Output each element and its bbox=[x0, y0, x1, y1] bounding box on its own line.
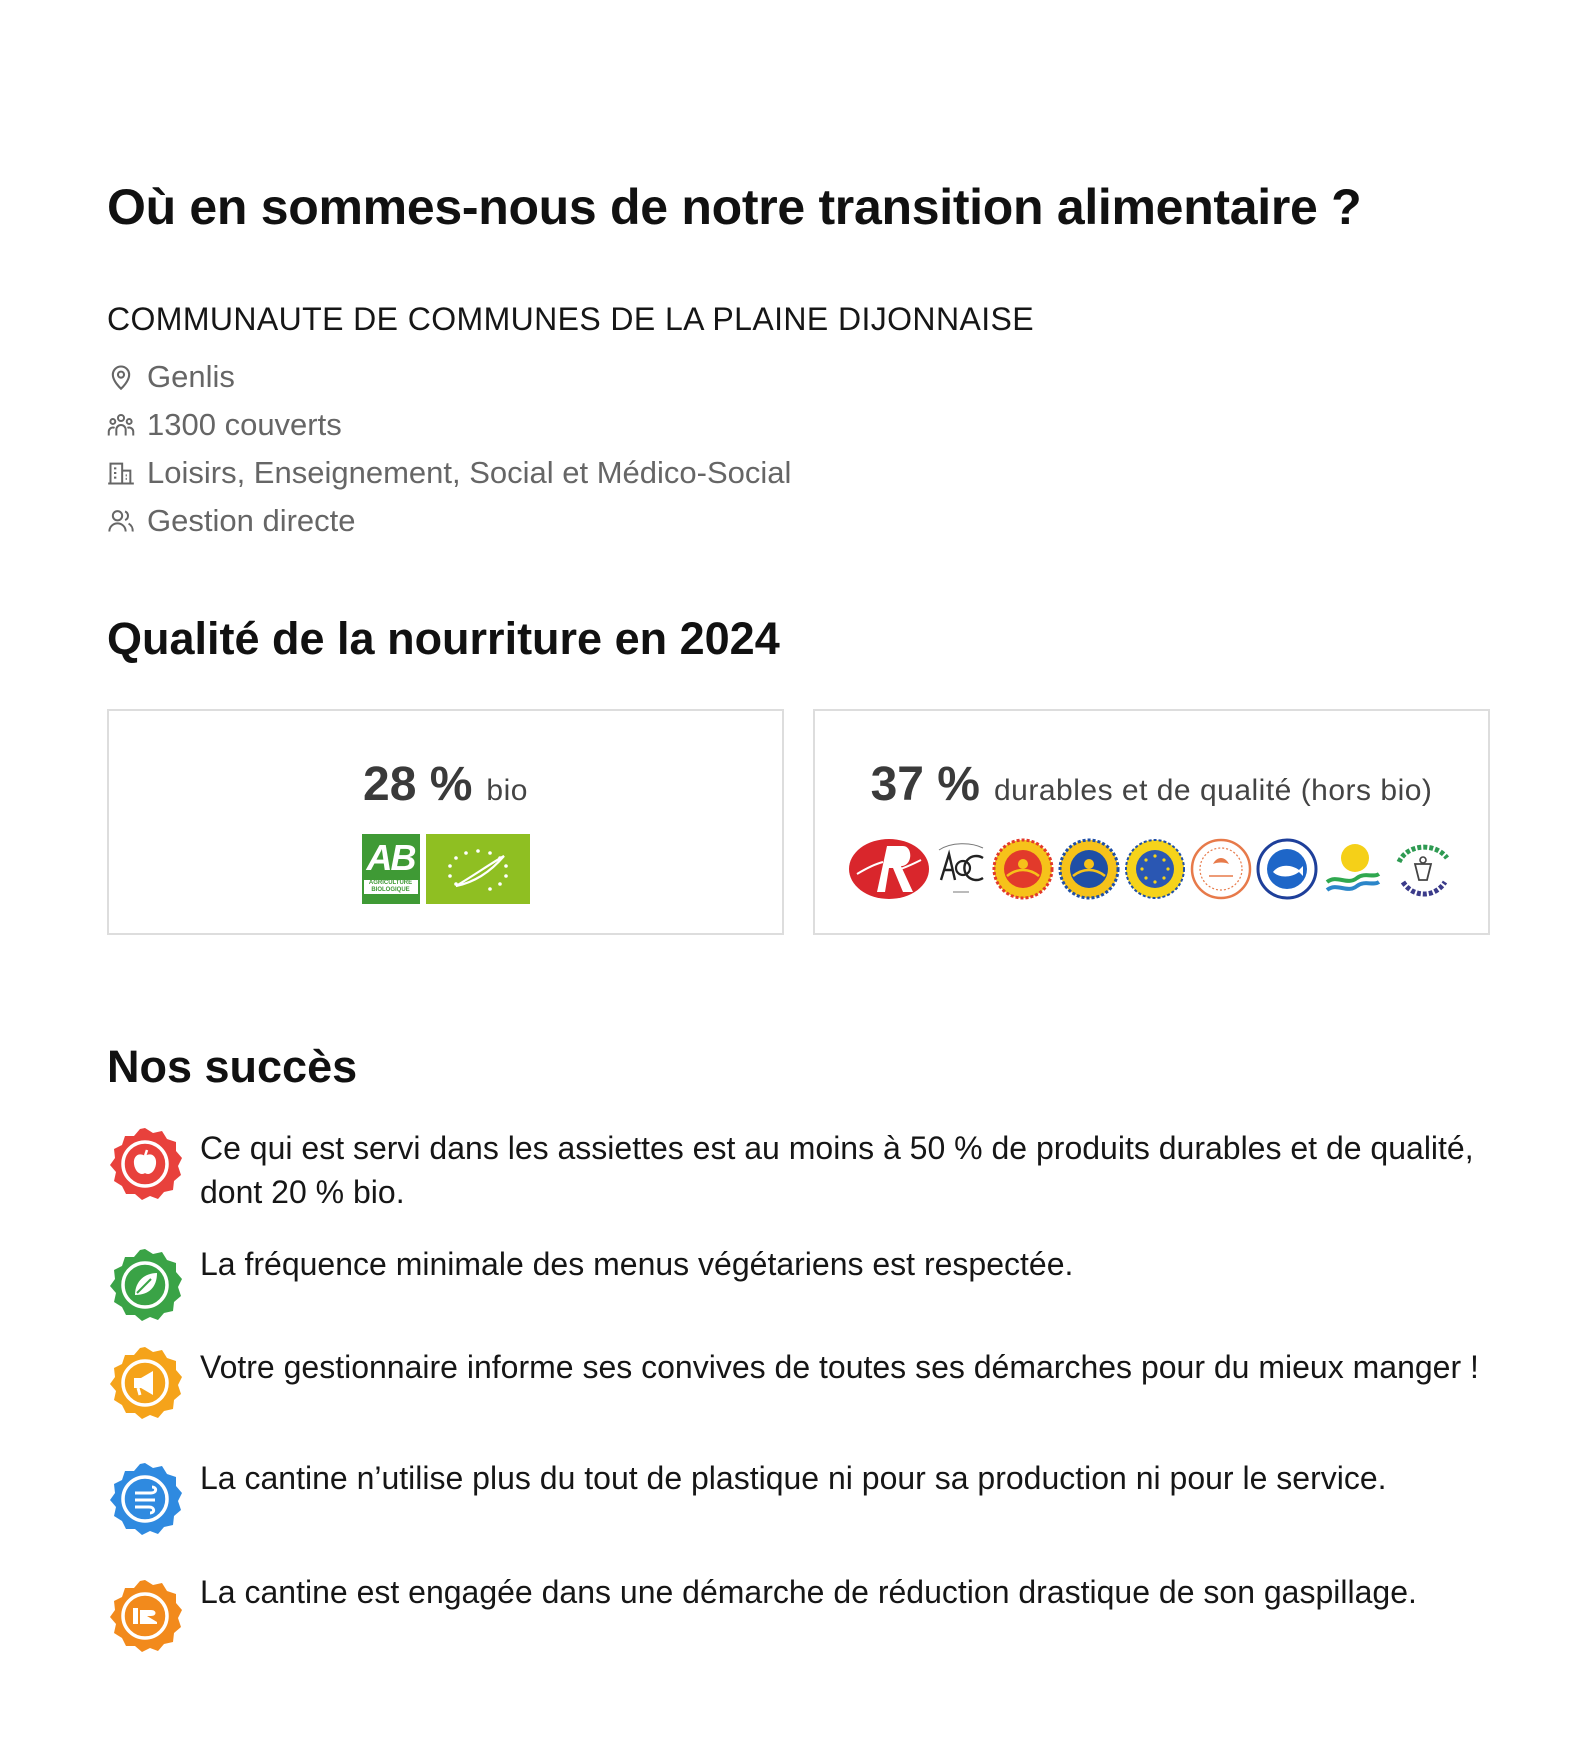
label-rouge-logo bbox=[847, 834, 931, 904]
meta-management bbox=[107, 497, 791, 545]
rup-logo bbox=[1321, 834, 1385, 904]
meta-covers bbox=[107, 401, 791, 449]
success-heading: Nos succès bbox=[107, 1041, 358, 1092]
people-icon bbox=[107, 411, 135, 439]
durable-label: durables et de qualité (hors bio) bbox=[993, 774, 1433, 807]
meta-sectors-text: Loisirs, Enseignement, Social et Médico-Social bbox=[147, 455, 792, 490]
stg-logo bbox=[1123, 834, 1187, 904]
success-text-1: Ce qui est servi dans les assiettes est au moins à 50 % de produits durables et de qualité, dont 20 % bio. bbox=[200, 1130, 1474, 1210]
bio-card bbox=[107, 709, 784, 935]
meta-management-text: Gestion directe bbox=[147, 503, 356, 538]
aop-logo bbox=[991, 834, 1055, 904]
meta-location bbox=[107, 353, 791, 401]
bio-label: bio bbox=[486, 774, 528, 807]
success-text-5: La cantine est engagée dans une démarche de réduction drastique de son gaspillage. bbox=[200, 1574, 1417, 1610]
eu-organic-leaf-logo bbox=[426, 834, 530, 904]
hve-logo bbox=[1189, 834, 1253, 904]
meta-sectors bbox=[107, 449, 791, 497]
no-plastic-icon bbox=[107, 1461, 183, 1537]
meta-location-text: Genlis bbox=[147, 359, 235, 394]
peche-durable-logo bbox=[1255, 834, 1319, 904]
durable-stat bbox=[815, 757, 1488, 812]
meta-covers-text: 1300 couverts bbox=[147, 407, 342, 442]
megaphone-icon bbox=[107, 1345, 183, 1421]
leaf-icon bbox=[107, 1247, 183, 1323]
canteen-details bbox=[107, 353, 791, 545]
quality-labels-logos bbox=[815, 834, 1488, 904]
ab-logo-subtext: AGRICULTURE BIOLOGIQUE bbox=[364, 880, 418, 894]
buildings-icon bbox=[107, 459, 135, 487]
durable-card bbox=[813, 709, 1490, 935]
durable-percentage: 37 % bbox=[870, 758, 980, 811]
ab-logo bbox=[362, 834, 420, 904]
bio-logos bbox=[109, 834, 782, 904]
ab-logo-letters: AB bbox=[366, 837, 415, 878]
success-text-2: La fréquence minimale des menus végétariens est respectée. bbox=[200, 1246, 1074, 1282]
quality-heading: Qualité de la nourriture en 2024 bbox=[107, 613, 780, 664]
igp-logo bbox=[1057, 834, 1121, 904]
page-title: Où en sommes-nous de notre transition alimentaire ? bbox=[107, 179, 1362, 235]
user-icon bbox=[107, 507, 135, 535]
location-pin-icon bbox=[107, 363, 135, 391]
bio-stat bbox=[109, 757, 782, 812]
success-text-4: La cantine n’utilise plus du tout de plastique ni pour sa production ni pour le service. bbox=[200, 1460, 1387, 1496]
aoc-logo bbox=[933, 834, 989, 904]
apple-icon bbox=[107, 1126, 183, 1202]
organization-name: COMMUNAUTE DE COMMUNES DE LA PLAINE DIJONNAISE bbox=[107, 301, 1034, 337]
commerce-equitable-logo bbox=[1387, 834, 1457, 904]
waste-reduction-icon bbox=[107, 1578, 183, 1654]
success-text-3: Votre gestionnaire informe ses convives de toutes ses démarches pour du mieux manger ! bbox=[200, 1349, 1479, 1385]
bio-percentage: 28 % bbox=[363, 758, 473, 811]
